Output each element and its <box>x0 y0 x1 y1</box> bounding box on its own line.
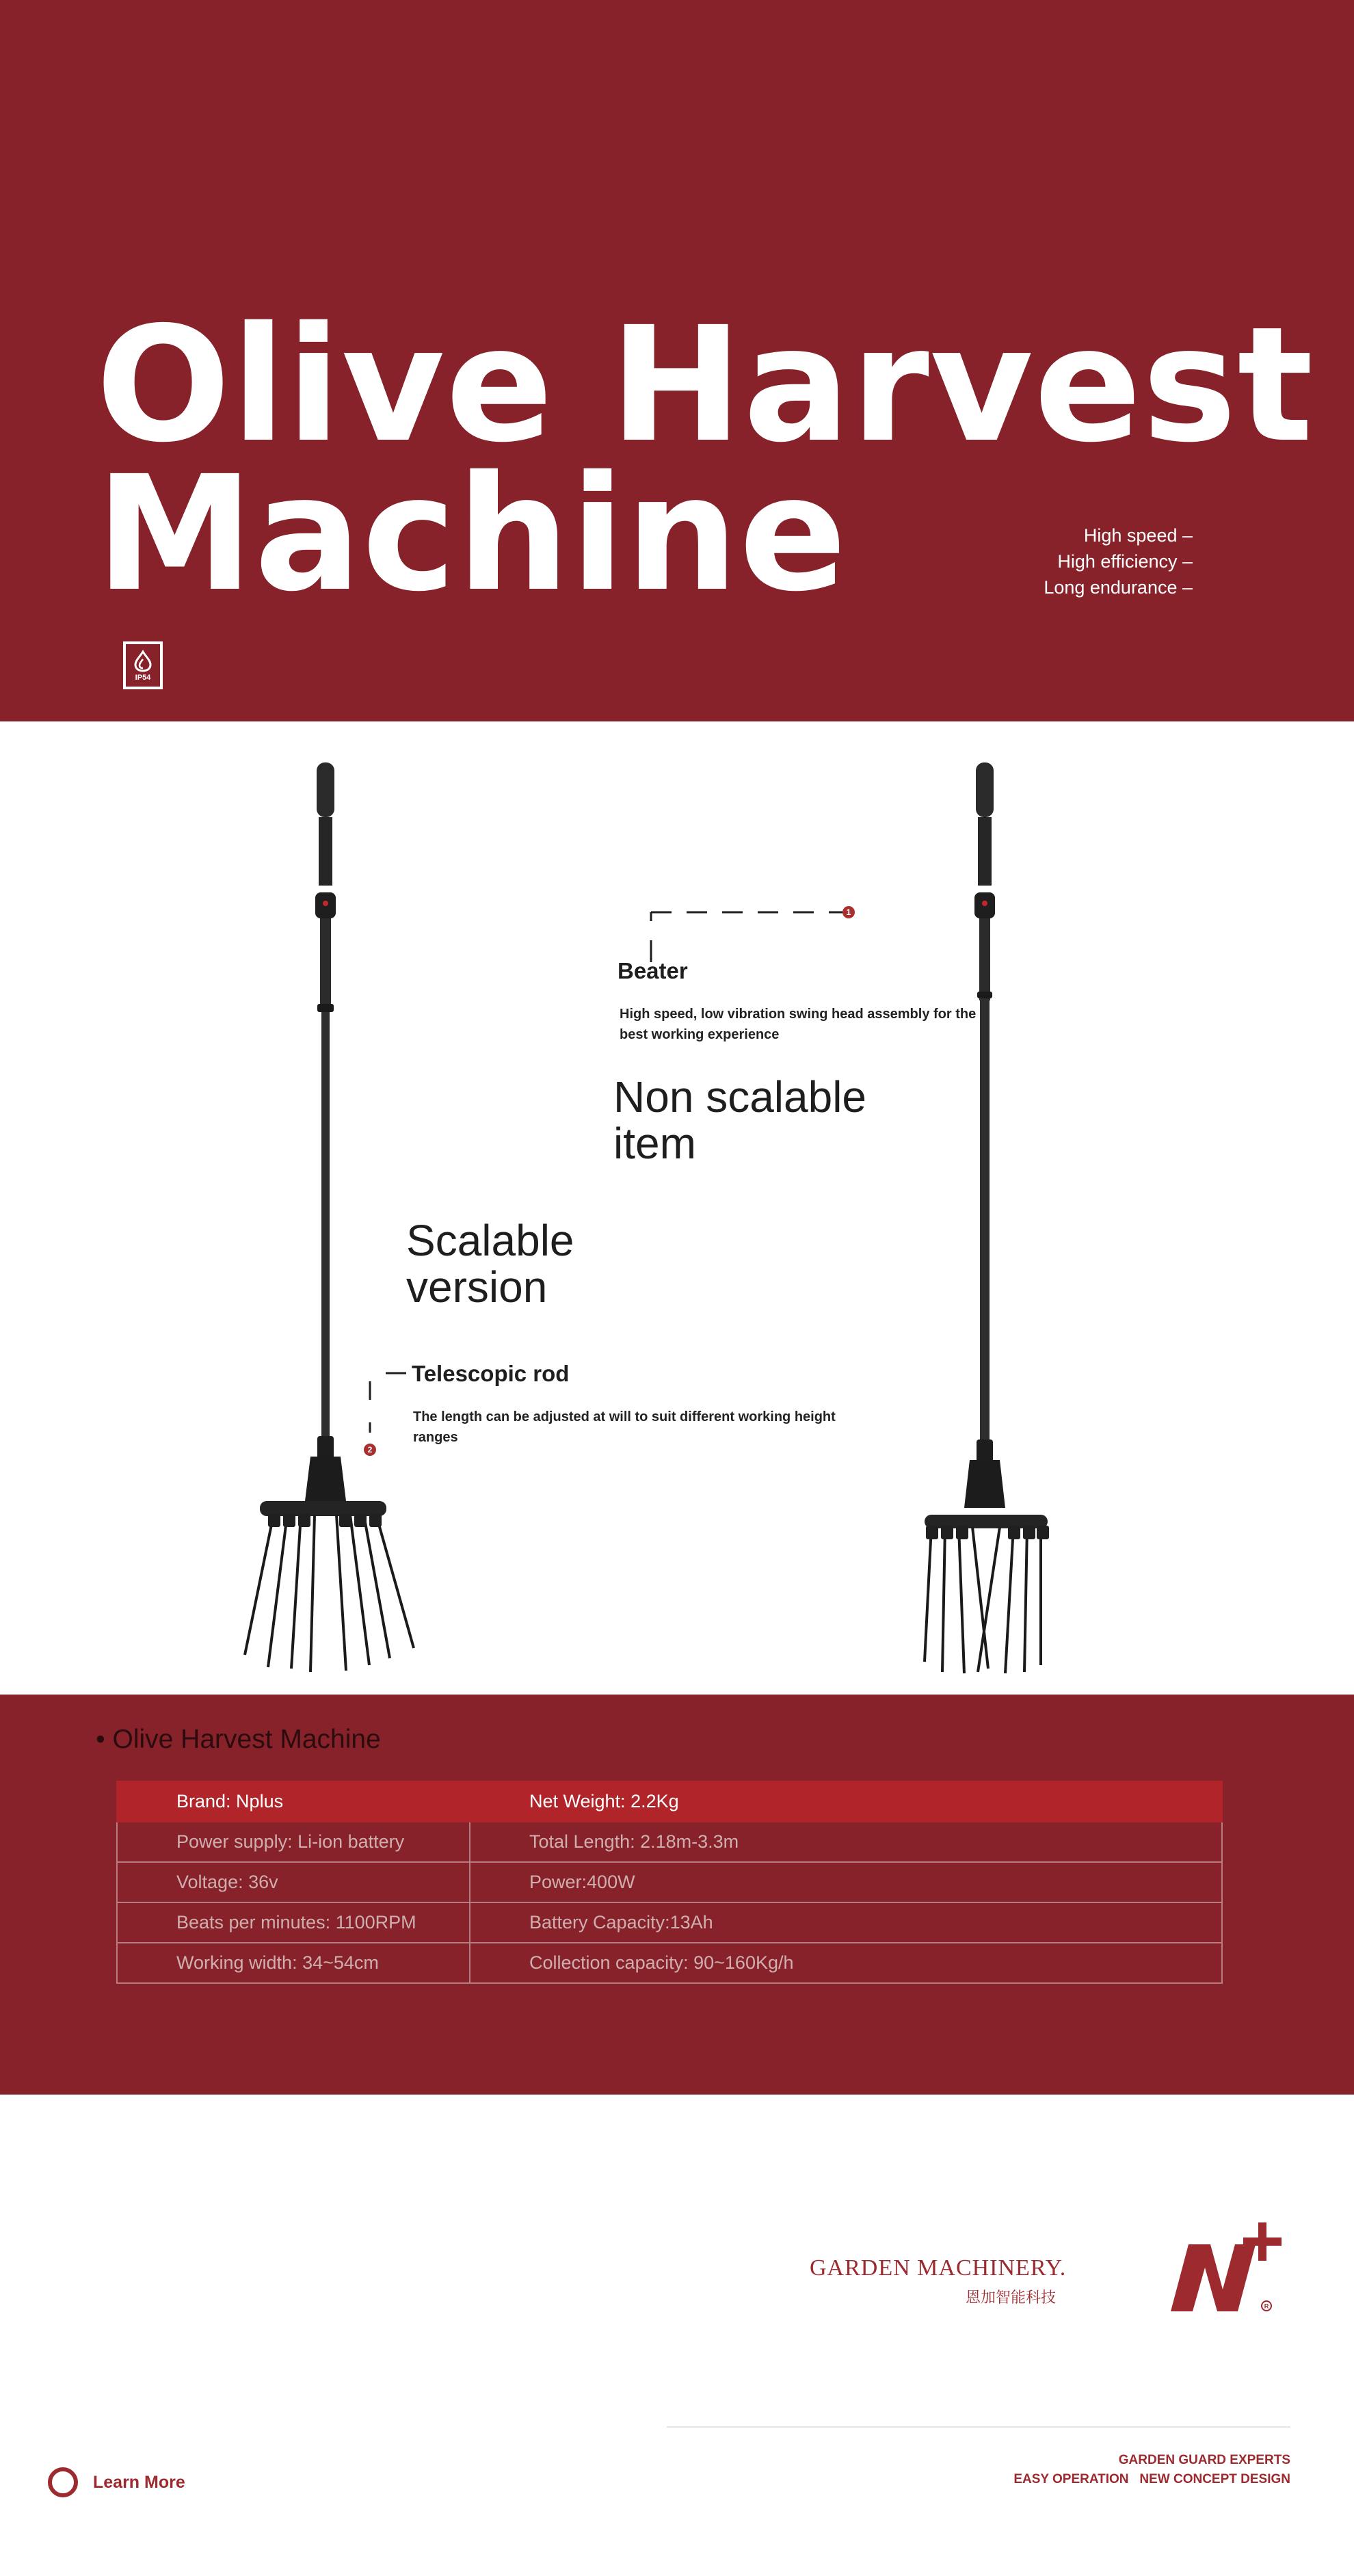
non-scalable-label-line2: item <box>613 1119 696 1168</box>
scalable-label-line1: Scalable <box>406 1216 574 1265</box>
circle-icon <box>48 2467 78 2497</box>
footer-divider <box>667 2426 1290 2428</box>
beater-callout-line <box>651 912 842 962</box>
spec-cell: Collection capacity: 90~160Kg/h <box>470 1943 1222 1983</box>
learn-more-link[interactable] <box>48 2467 185 2497</box>
learn-more-label: Learn More <box>93 2472 185 2492</box>
table-row <box>117 1781 1222 1822</box>
footer-tagline-1: GARDEN GUARD EXPERTS <box>1118 2453 1290 2467</box>
non-scalable-harvester-image <box>925 762 1049 1673</box>
brand-name: GARDEN MACHINERY. <box>810 2255 1067 2281</box>
spec-cell: Power:400W <box>470 1862 1222 1902</box>
beater-description: High speed, low vibration swing head assembly for the best working experience <box>620 1007 977 1042</box>
product-illustration <box>0 721 1354 1695</box>
footer-tagline-2: EASY OPERATION NEW CONCEPT DESIGN <box>1013 2472 1290 2486</box>
specs-heading: • Olive Harvest Machine <box>96 1725 381 1754</box>
telescopic-callout-line <box>370 1373 406 1433</box>
scalable-label <box>406 1217 574 1310</box>
spec-cell: Voltage: 36v <box>117 1862 470 1902</box>
telescopic-rod-title: Telescopic rod <box>412 1361 570 1386</box>
table-row <box>117 1943 1222 1983</box>
spec-cell: Power supply: Li-ion battery <box>117 1822 470 1862</box>
telescopic-rod-description: The length can be adjusted at will to suit different working height ranges <box>413 1409 836 1445</box>
spec-table <box>116 1781 1223 1984</box>
spec-cell: Battery Capacity:13Ah <box>470 1902 1222 1943</box>
beater-title: Beater <box>618 958 688 983</box>
table-row <box>117 1822 1222 1862</box>
page-title-line2: Machine <box>96 442 848 626</box>
tagline-high-speed: High speed – <box>1083 525 1193 546</box>
ip54-label: IP54 <box>135 673 151 682</box>
spec-cell: Brand: Nplus <box>117 1781 470 1822</box>
spec-cell: Working width: 34~54cm <box>117 1943 470 1983</box>
non-scalable-label <box>613 1074 866 1167</box>
page-title-line1: Olive Harvest <box>96 293 1314 477</box>
spec-cell: Total Length: 2.18m-3.3m <box>470 1822 1222 1862</box>
svg-text:R: R <box>1264 2302 1269 2310</box>
telescopic-marker: 2 <box>364 1444 376 1456</box>
nplus-logo <box>1154 2216 1295 2318</box>
non-scalable-label-line1: Non scalable <box>613 1072 866 1121</box>
beater-marker: 1 <box>842 906 855 918</box>
spec-cell: Beats per minutes: 1100RPM <box>117 1902 470 1943</box>
scalable-harvester-image <box>245 762 414 1672</box>
brand-name-chinese: 恩加智能科技 <box>966 2289 1057 2307</box>
tagline-long-endurance: Long endurance – <box>1044 577 1193 598</box>
ip54-badge <box>123 641 163 689</box>
spec-cell: Net Weight: 2.2Kg <box>470 1781 1222 1822</box>
table-row <box>117 1862 1222 1902</box>
scalable-label-line2: version <box>406 1262 548 1312</box>
table-row <box>117 1902 1222 1943</box>
water-drop-icon <box>131 650 155 673</box>
tagline-high-efficiency: High efficiency – <box>1057 551 1193 572</box>
